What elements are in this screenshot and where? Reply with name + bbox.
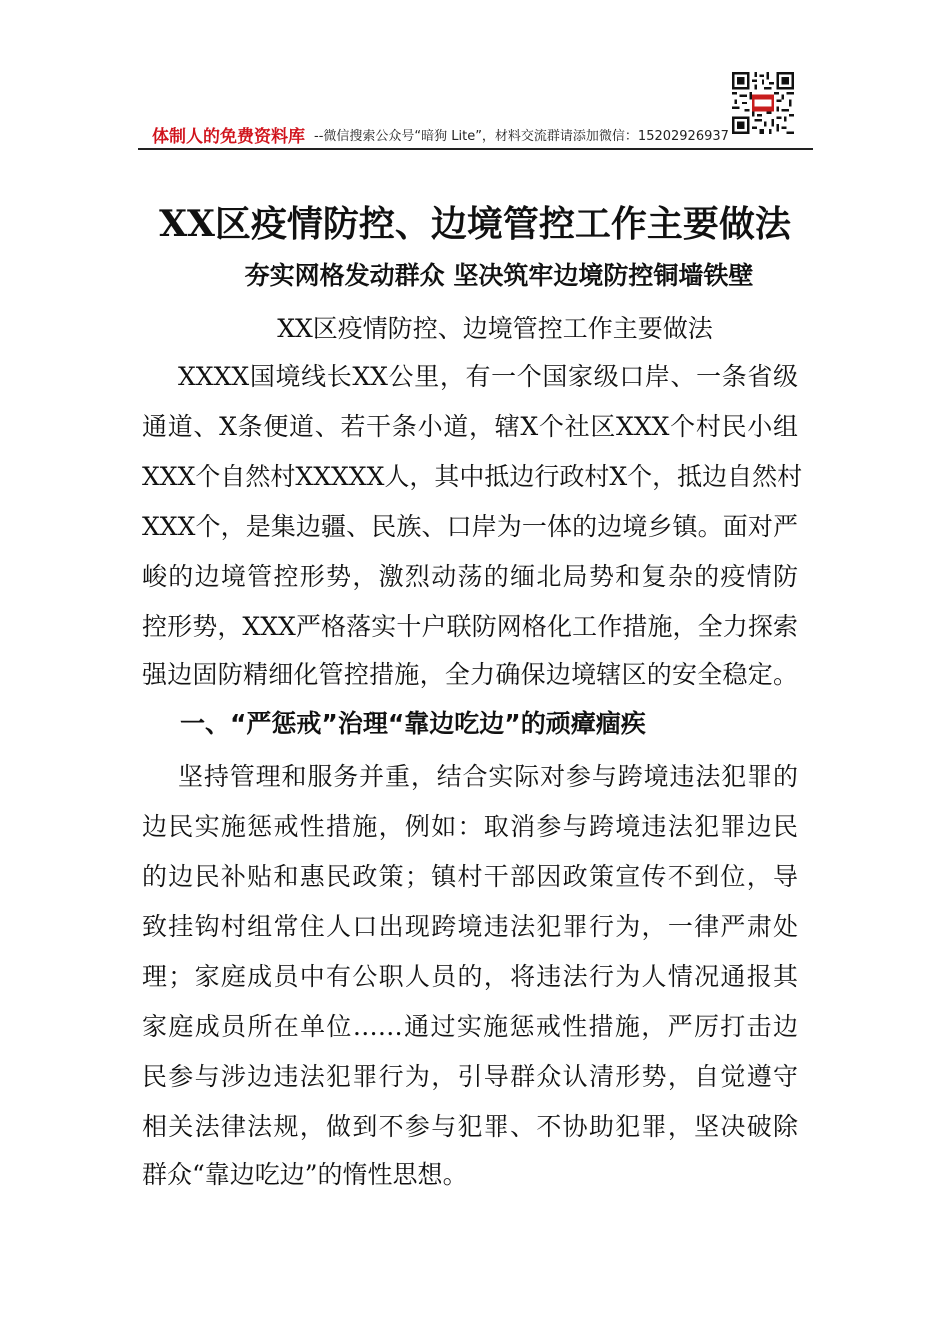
paragraph-line: 群众“靠边吃边”的惰性思想。 (142, 1160, 468, 1189)
paragraph-line: 峻的边境管控形势，激烈动荡的缅北局势和复杂的疫情防 (142, 562, 798, 591)
paragraph-line: 控形势，XXX严格落实十户联防网格化工作措施，全力探索 (142, 612, 798, 641)
paragraph-line: XXX个，是集边疆、民族、口岸为一体的边境乡镇。面对严 (142, 512, 798, 541)
header-brand: 体制人的免费资料库 (152, 127, 305, 147)
paragraph-line: 家庭成员所在单位……通过实施惩戒性措施，严厉打击边 (142, 1012, 798, 1041)
paragraph-line: 民参与涉边违法犯罪行为，引导群众认清形势，自觉遵守 (142, 1062, 798, 1091)
paragraph-line: 通道、X条便道、若干条小道，辖X个社区XXX个村民小组 (142, 412, 798, 441)
page-header (138, 118, 813, 150)
paragraph-line: 致挂钩村组常住人口出现跨境违法犯罪行为，一律严肃处 (142, 912, 798, 941)
paragraph-line: 相关法律法规，做到不参与犯罪、不协助犯罪，坚决破除 (142, 1112, 798, 1141)
paragraph-line: XXXX国境线长XX公里，有一个国家级口岸、一条省级 (178, 362, 798, 391)
paragraph-line: 理；家庭成员中有公职人员的，将违法行为人情况通报其 (142, 962, 798, 991)
paragraph-line: 坚持管理和服务并重，结合实际对参与跨境违法犯罪的 (178, 762, 798, 791)
repeat-title: XX区疫情防控、边境管控工作主要做法 (277, 314, 713, 343)
document-subtitle: 夯实网格发动群众 坚决筑牢边境防控铜墙铁壁 (244, 261, 754, 290)
document-title: XX区疫情防控、边境管控工作主要做法 (159, 203, 791, 245)
qr-code-icon (732, 72, 794, 134)
paragraph-line: 边民实施惩戒性措施，例如：取消参与跨境违法犯罪边民 (142, 812, 798, 841)
section-heading: 一、“严惩戒”治理“靠边吃边”的顽瘴痼疾 (180, 709, 646, 738)
header-note: --微信搜索公众号“暗狗 Lite”，材料交流群请添加微信：15202926937 (314, 129, 729, 144)
paragraph-line: XXX个自然村XXXXX人，其中抵边行政村X个，抵边自然村 (142, 462, 803, 491)
paragraph-line: 的边民补贴和惠民政策；镇村干部因政策宣传不到位，导 (142, 862, 798, 891)
paragraph-line: 强边固防精细化管控措施，全力确保边境辖区的安全稳定。 (142, 660, 798, 689)
